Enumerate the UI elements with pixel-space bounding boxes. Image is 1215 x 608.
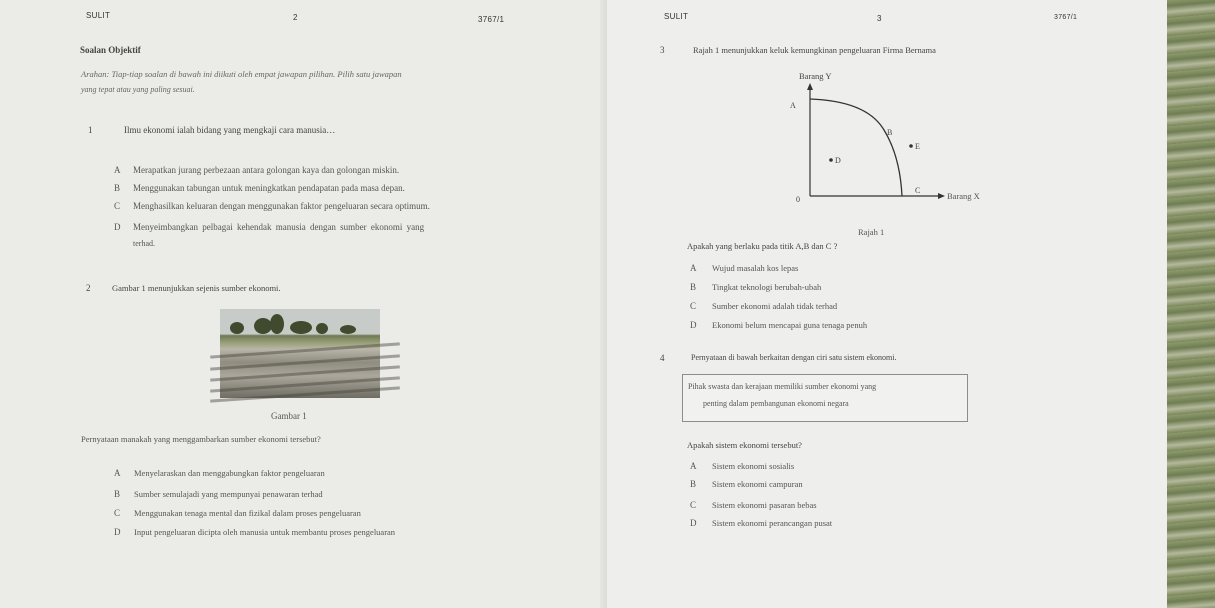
q1-option-b-text: Menggunakan tabungan untuk meningkatkan pendapatan pada masa depan. [133,183,405,193]
q2-option-letter: D [114,527,121,537]
q2-option-letter: C [114,508,121,518]
q1-option-letter: A [114,165,121,175]
q4-option-c-text: Sistem ekonomi pasaran bebas [712,500,817,510]
ppc-curve [810,99,902,196]
point-b-label: B [887,128,893,137]
q1-option-d-text: Menyeimbangkan pelbagai kehendak manusia dengan sumber ekonomi yang [133,222,425,232]
q4-option-d-text: Sistem ekonomi perancangan pusat [712,518,833,528]
section-title: Soalan Objektif [80,45,141,55]
q1-text: Ilmu ekonomi ialah bidang yang mengkaji cara manusia… [124,125,336,135]
header-page-number-left: 2 [293,13,298,22]
q1-option-letter: C [114,201,121,211]
point-c-label: C [915,186,921,195]
q3-option-d-text: Ekonomi belum mencapai guna tenaga penuh [712,320,868,330]
header-sulit-left: SULIT [86,11,111,20]
q3-option-letter: B [690,282,697,292]
x-axis-arrowhead [938,193,945,199]
left-page [0,0,607,608]
q2-option-d-text: Input pengeluaran dicipta oleh manusia untuk membantu proses pengeluaran [134,527,396,537]
q1-option-d-text-continued: terhad. [133,239,155,248]
q1-number: 1 [88,125,93,135]
q4-question: Apakah sistem ekonomi tersebut? [687,440,802,450]
header-code-right: 3767/1 [1054,14,1078,21]
q4-option-letter: A [690,461,697,471]
origin-label: 0 [796,195,800,204]
q3-option-c-text: Sumber ekonomi adalah tidak terhad [712,301,838,311]
q4-option-b-text: Sistem ekonomi campuran [712,479,803,489]
q4-option-letter: B [690,479,697,489]
gambar-1-field-photo [220,309,380,398]
x-axis-label: Barang X [947,191,980,201]
q2-text: Gambar 1 menunjukkan sejenis sumber ekonomi. [112,283,281,293]
q2-option-c-text: Menggunakan tenaga mental dan fizikal dalam proses pengeluaran [134,508,361,518]
header-page-number-right: 3 [877,14,882,23]
y-axis-arrowhead [807,83,813,90]
instruction-line-2: yang tepat atau yang paling sesuai. [81,85,195,94]
q4-statement-line-1: Pihak swasta dan kerajaan memiliki sumber ekonomi yang [688,382,877,391]
q3-question: Apakah yang berlaku pada titik A,B dan C ? [687,241,838,251]
q4-option-letter: D [690,518,697,528]
q3-option-a-text: Wujud masalah kos lepas [712,263,799,273]
q4-statement-box [682,374,968,422]
q2-question: Pernyataan manakah yang menggambarkan sumber ekonomi tersebut? [81,434,321,444]
q2-option-letter: A [114,468,121,478]
point-d-label: D [835,156,841,165]
q1-option-letter: B [114,183,121,193]
q1-option-a-text: Merapatkan jurang perbezaan antara golongan kaya dan golongan miskin. [133,165,400,175]
q2-option-a-text: Menyelaraskan dan menggabungkan faktor pengeluaran [134,468,325,478]
q4-text: Pernyataan di bawah berkaitan dengan ciri satu sistem ekonomi. [691,353,897,362]
point-e-label: E [915,142,920,151]
rajah-1-ppc-diagram [772,68,980,220]
q3-option-letter: C [690,301,697,311]
point-a-label: A [790,101,796,110]
right-page [607,0,1167,608]
header-sulit-right: SULIT [664,12,689,21]
gambar-1-caption: Gambar 1 [271,411,307,421]
y-axis-label: Barang Y [799,71,832,81]
q1-option-c-text: Menghasilkan keluaran dengan menggunakan faktor pengeluaran secara optimum. [133,201,430,211]
point-d-dot [829,158,833,162]
q3-number: 3 [660,45,665,55]
q2-number: 2 [86,283,91,293]
q2-option-b-text: Sumber semulajadi yang mempunyai penawaran terhad [134,489,323,499]
q2-option-letter: B [114,489,121,499]
q3-text: Rajah 1 menunjukkan keluk kemungkinan pengeluaran Firma Bernama [693,45,936,55]
q4-number: 4 [660,353,665,363]
q4-option-a-text: Sistem ekonomi sosialis [712,461,795,471]
point-e-dot [909,144,913,148]
q1-option-letter: D [114,222,121,232]
rajah-1-caption: Rajah 1 [858,227,885,237]
q4-option-letter: C [690,500,697,510]
q3-option-letter: A [690,263,697,273]
instruction-line-1: Arahan: Tiap-tiap soalan di bawah ini diikuti oleh empat jawapan pilihan. Pilih satu jawapan [81,69,402,79]
q3-option-b-text: Tingkat teknologi berubah-ubah [712,282,822,292]
q3-option-letter: D [690,320,697,330]
q4-statement-line-2: penting dalam pembangunan ekonomi negara [703,399,849,408]
background-foliage-edge [1167,0,1215,608]
header-code-left: 3767/1 [478,15,505,24]
